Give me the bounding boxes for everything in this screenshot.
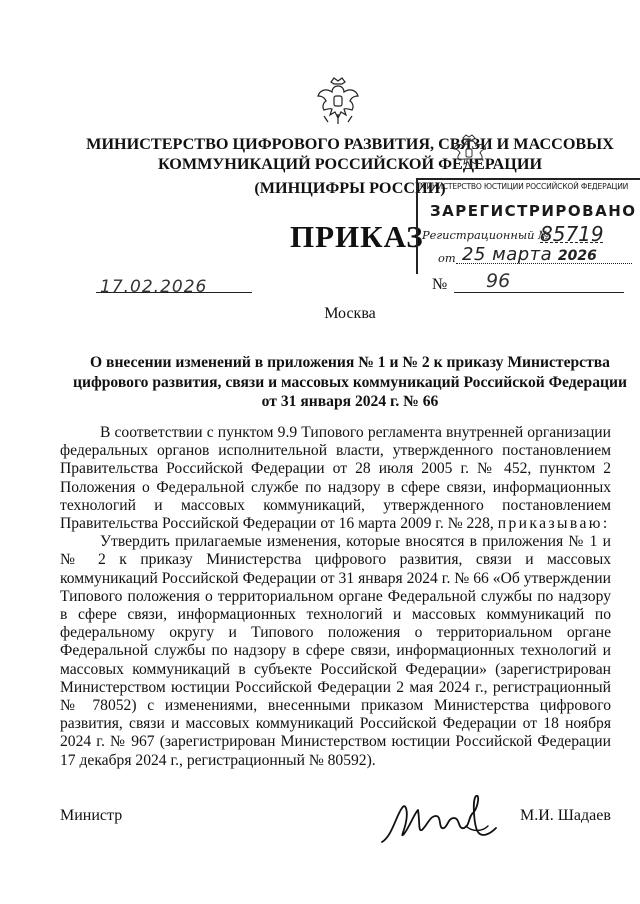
stamp-registration-label: Регистрационный №: [422, 228, 549, 242]
stamp-status: ЗАРЕГИСТРИРОВАНО: [430, 202, 637, 220]
signature-icon: [378, 786, 500, 848]
ministry-name-line-2: КОММУНИКАЦИЙ РОССИЙСКОЙ ФЕДЕРАЦИИ: [157, 155, 543, 173]
body-paragraph-1-text: В соответствии с пунктом 9.9 Типового регламента внутренней организации федеральных органов исполнительной власти, утвержденного постановлением Правительства Российской Федерации от 28 июля 2005 г. № 452, пунктом 2 Положения о Федеральной службе по надзору в сфере связи, информационных технологий и массовых коммуникаций, утвержденного постановлением Правительства Российской Федерации от 16 марта 2009 г. № 228,: [60, 424, 611, 533]
order-number-label: №: [432, 276, 448, 293]
stamp-emblem-icon: [452, 133, 486, 175]
ministry-name: [60, 134, 640, 174]
body-paragraph-2: Утвердить прилагаемые изменения, которые вносятся в приложения № 1 и № 2 к приказу Министерства цифрового развития, связи и массовых коммуникаций Российской Федерации от 31 января 2024 г. № 66 «Об утверждении Типового положения о территориальном органе Федеральной службы по надзору в сфере связи, информационных технологий и массовых коммуникаций по федеральному округу и Типового положения о территориальном органе Федеральной службы по надзору в сфере связи, информационных технологий и массовых коммуникаций в субъекте Российской Федерации» (зарегистрирован Министерством юстиции Российской Федерации 2 мая 2024 г., регистрационный № 78052) с изменениями, внесенными приказом Министерства цифрового развития, связи и массовых коммуникаций Российской Федерации от 18 ноября 2024 г. № 967 (зарегистрирован Министерством юстиции Российской Федерации 17 декабря 2024 г., регистрационный № 80592).: [60, 533, 611, 769]
stamp-date-day-month: 25 марта: [462, 244, 553, 265]
order-date-underline: [96, 292, 252, 293]
subject-line-1: О внесении изменений в приложения № 1 и № 2 к приказу Министерства: [90, 354, 610, 371]
signatory-name: М.И. Шадаев: [520, 807, 611, 824]
order-subject: [60, 353, 640, 412]
order-body: [60, 424, 611, 770]
city: Москва: [324, 305, 376, 322]
stamp-date-year: 2026: [557, 248, 597, 264]
ministry-short-name: (МИНЦИФРЫ РОССИИ): [254, 179, 446, 197]
document-title: ПРИКАЗ: [290, 219, 424, 254]
subject-line-3: от 31 января 2024 г. № 66: [261, 393, 439, 410]
ministry-name-line-1: МИНИСТЕРСТВО ЦИФРОВОГО РАЗВИТИЯ, СВЯЗИ И МАССОВЫХ: [86, 135, 614, 153]
stamp-date-underline: [456, 263, 632, 264]
subject-line-2: цифрового развития, связи и массовых коммуникаций Российской Федерации: [73, 373, 627, 391]
coat-of-arms-icon: [316, 76, 360, 126]
order-date: 17.02.2026: [100, 277, 208, 297]
order-number-underline: [454, 292, 624, 293]
order-command: приказываю:: [497, 515, 610, 533]
body-paragraph-1: [60, 424, 611, 533]
signatory-title: Министр: [60, 807, 123, 824]
stamp-date: [462, 244, 597, 265]
stamp-registration-number: 85719: [540, 222, 604, 246]
order-number: 96: [486, 270, 511, 292]
stamp-date-prefix: от: [438, 251, 456, 265]
stamp-organization: МИНИСТЕРСТВО ЮСТИЦИИ РОССИЙСКОЙ ФЕДЕРАЦИИ: [420, 182, 629, 191]
registration-stamp: [416, 178, 638, 272]
